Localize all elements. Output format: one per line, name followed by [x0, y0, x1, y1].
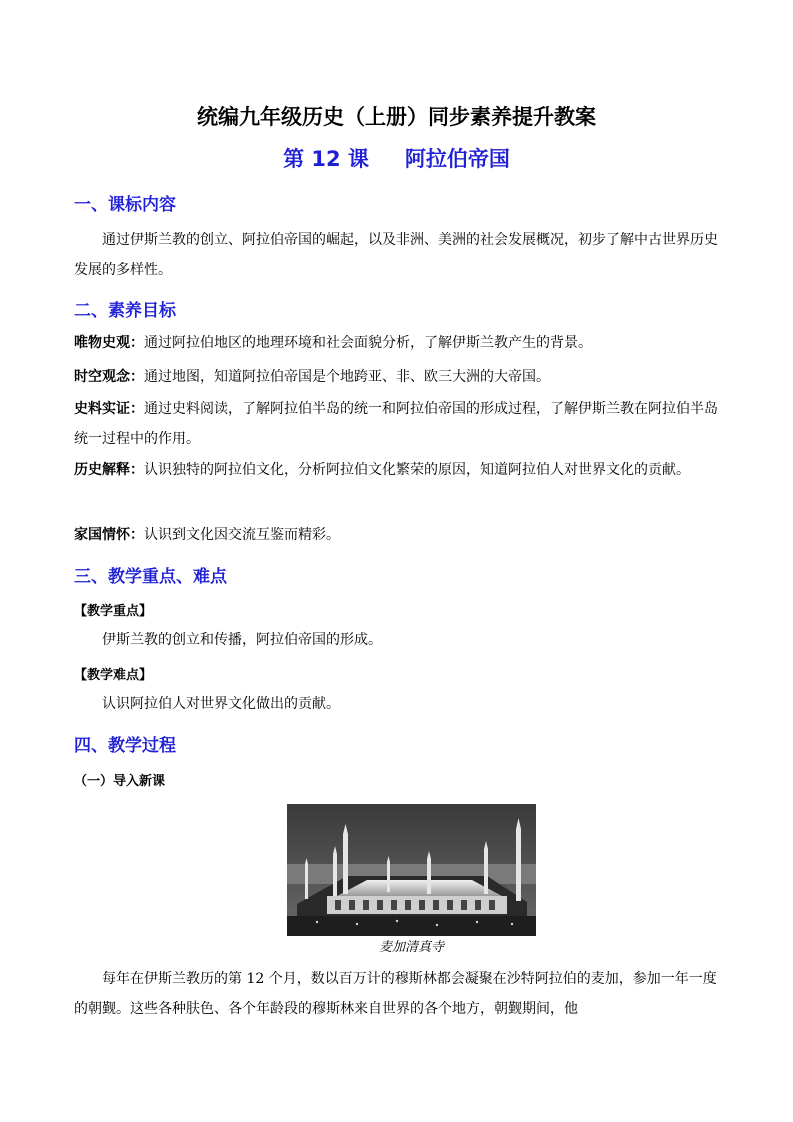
- goal-label: 历史解释：: [74, 462, 144, 478]
- section-heading-standards: 一、课标内容: [74, 195, 176, 215]
- mosque-photo: [287, 804, 536, 936]
- sub-heading-intro: （一）导入新课: [74, 774, 166, 789]
- goal-item: [74, 394, 724, 454]
- goal-label: 史料实证：: [74, 401, 144, 417]
- goal-text: 认识到文化因交流互鉴而精彩。: [144, 527, 340, 543]
- figure-caption: 麦加清真寺: [378, 940, 444, 955]
- goal-text: 通过史料阅读，了解阿拉伯半岛的统一和阿拉伯帝国的形成过程，了解伊斯兰教在阿拉伯半岛统一过程中的作用。: [74, 401, 718, 447]
- goal-item: [74, 328, 724, 358]
- goal-label: 家国情怀：: [74, 527, 144, 543]
- goal-label: 唯物史观：: [74, 335, 144, 351]
- section-heading-goals: 二、素养目标: [74, 301, 176, 321]
- mosque-illustration: [287, 804, 536, 936]
- page-title: 统编九年级历史（上册）同步素养提升教案: [197, 105, 596, 129]
- goal-item: [74, 520, 724, 550]
- difficult-point-text: 认识阿拉伯人对世界文化做出的贡献。: [102, 696, 340, 712]
- lesson-title: [0, 143, 793, 173]
- goal-text: 认识独特的阿拉伯文化，分析阿拉伯文化繁荣的原因，知道阿拉伯人对世界文化的贡献。: [144, 462, 690, 478]
- section-heading-focus: 三、教学重点、难点: [74, 567, 227, 587]
- goal-text: 通过地图，知道阿拉伯帝国是个地跨亚、非、欧三大洲的大帝国。: [144, 369, 550, 385]
- key-point-label: 【教学重点】: [74, 604, 153, 619]
- lesson-number: 第 12 课: [283, 147, 369, 171]
- standards-paragraph: 通过伊斯兰教的创立、阿拉伯帝国的崛起，以及非洲、美洲的社会发展概况，初步了解中古世界历史发展的多样性。: [74, 232, 718, 278]
- difficult-point-label: 【教学难点】: [74, 668, 153, 683]
- goal-label: 时空观念：: [74, 369, 144, 385]
- goal-item: [74, 362, 724, 392]
- key-point-text: 伊斯兰教的创立和传播，阿拉伯帝国的形成。: [102, 632, 382, 648]
- goal-text: 通过阿拉伯地区的地理环境和社会面貌分析，了解伊斯兰教产生的背景。: [144, 335, 592, 351]
- intro-paragraph: 每年在伊斯兰教历的第 12 个月，数以百万计的穆斯林都会凝聚在沙特阿拉伯的麦加，参加一年一度的朝觐。这些各种肤色、各个年龄段的穆斯林来自世界的各个地方，朝觐期间，他: [74, 971, 717, 1017]
- section-heading-process: 四、教学过程: [74, 736, 176, 756]
- goal-item: [74, 455, 724, 485]
- lesson-name: 阿拉伯帝国: [404, 147, 510, 171]
